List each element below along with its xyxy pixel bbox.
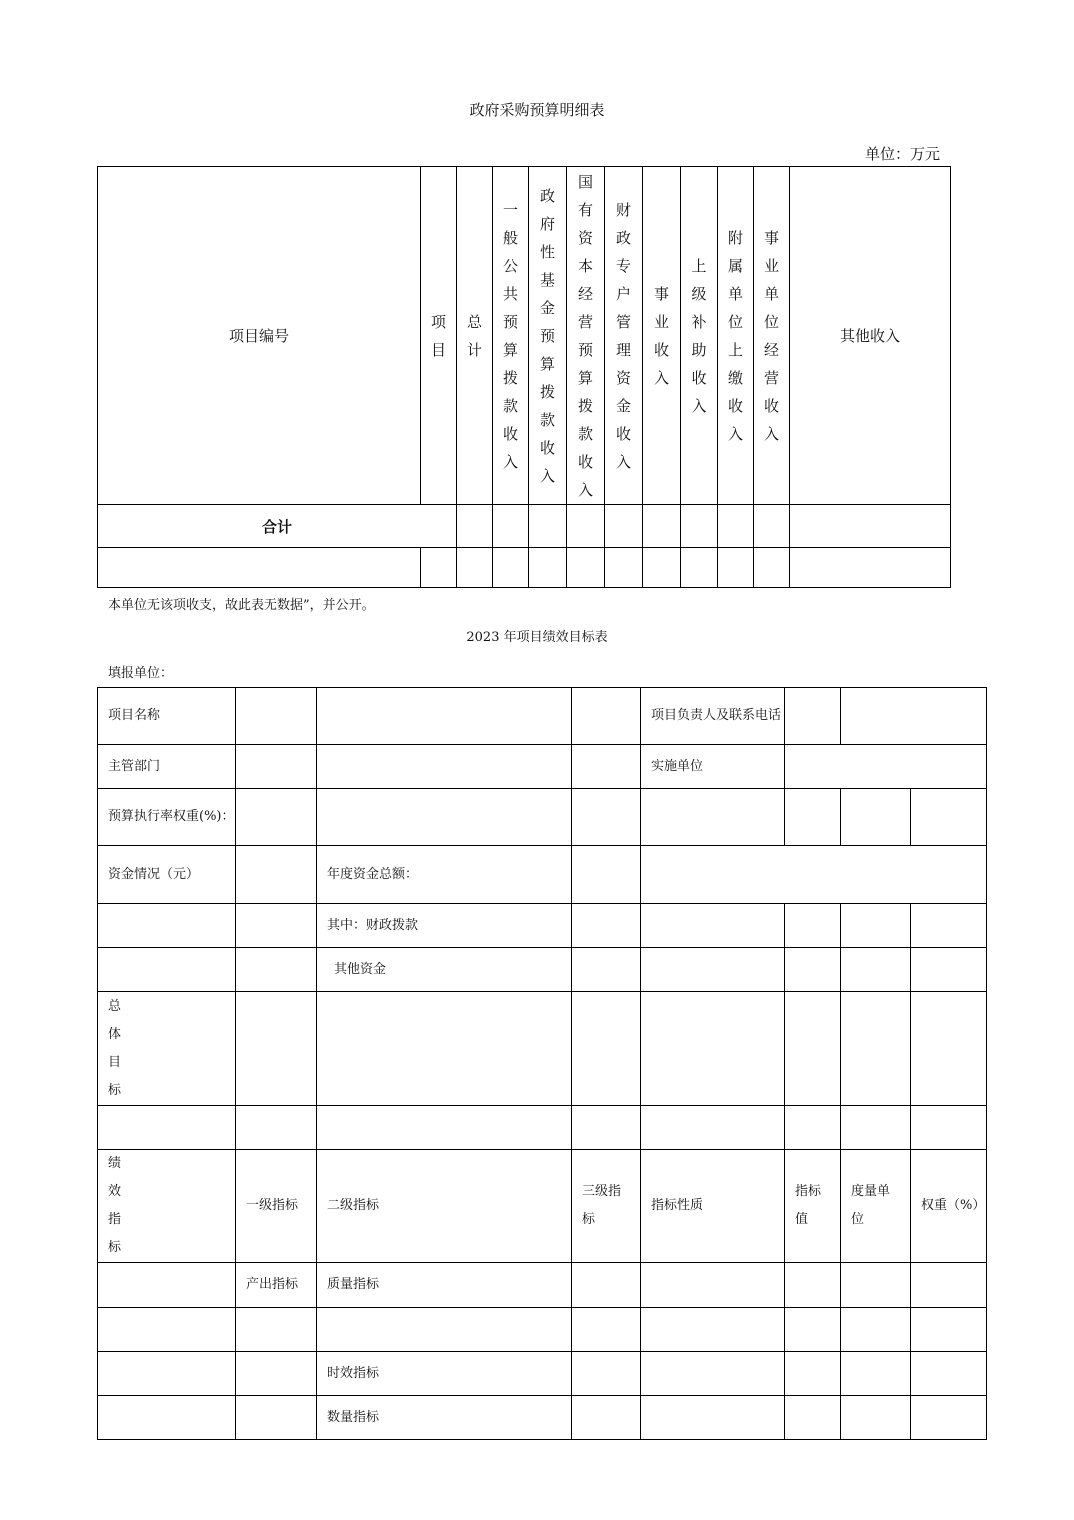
- level2-header: 二级指标: [317, 1150, 572, 1263]
- procurement-header-row: [98, 167, 951, 505]
- annual-total-label: 年度资金总额：: [317, 846, 572, 904]
- header-project-code: 项目编号: [98, 167, 421, 505]
- row-quality: [98, 1263, 987, 1308]
- row-blank: [98, 1308, 987, 1352]
- row-dept: [98, 745, 987, 789]
- exec-rate-label: 预算执行率权重(%)：: [98, 789, 236, 846]
- row-indicator-header: [98, 1150, 987, 1263]
- row-other-fund: [98, 948, 987, 992]
- nature-header: 指标性质: [641, 1150, 785, 1263]
- leader-label: 项目负责人及联系电话: [641, 688, 785, 745]
- output-label: 产出指标: [236, 1263, 317, 1308]
- procurement-budget-table: [97, 166, 951, 588]
- row-fiscal: [98, 904, 987, 948]
- header-superior-subsidy: 上级补助收入: [681, 167, 718, 505]
- header-affiliated-payment: 附属单位上缴收入: [718, 167, 754, 505]
- project-name-label: 项目名称: [98, 688, 236, 745]
- impl-unit-label: 实施单位: [641, 745, 785, 789]
- procurement-unit-label: 单位：万元: [864, 145, 940, 163]
- fiscal-label: 其中：财政拨款: [317, 904, 572, 948]
- indicators-cell: [98, 1150, 236, 1263]
- weight-header: 权重（%）: [911, 1150, 987, 1263]
- row-overall-goal: [98, 992, 987, 1106]
- total-label: 合计: [98, 505, 457, 548]
- header-gov-fund: 政府性基金预算拨款收入: [529, 167, 567, 505]
- header-state-capital: 国有资本经营预算拨款收入: [567, 167, 605, 505]
- level3-header: 三级指标: [572, 1150, 641, 1263]
- header-business-income: 事业收入: [643, 167, 681, 505]
- header-general-budget: 一般公共预算拨款收入: [493, 167, 529, 505]
- fund-status-label: 资金情况（元）: [98, 846, 236, 904]
- row-empty: [98, 1106, 987, 1150]
- row-exec-rate: [98, 789, 987, 846]
- row-fund-status: [98, 846, 987, 904]
- timeliness-label: 时效指标: [317, 1352, 572, 1396]
- no-data-note: 本单位无该项收支，故此表无数据”，并公开。: [108, 598, 375, 613]
- row-quantity: [98, 1396, 987, 1440]
- header-project: 项目: [421, 167, 457, 505]
- fill-unit-label: 填报单位：: [108, 666, 174, 681]
- indicators-label: 绩效指标: [108, 1156, 122, 1255]
- header-special-account: 财政专户管理资金收入: [605, 167, 643, 505]
- dept-label: 主管部门: [98, 745, 236, 789]
- procurement-table-title: 政府采购预算明细表: [469, 101, 605, 119]
- procurement-empty-row: [98, 548, 951, 588]
- row-timeliness: [98, 1352, 987, 1396]
- header-total: 总计: [457, 167, 493, 505]
- overall-goal-cell: [98, 992, 236, 1106]
- performance-goal-table: [97, 687, 987, 1440]
- quantity-label: 数量指标: [317, 1396, 572, 1440]
- measure-header: 度量单位: [841, 1150, 911, 1263]
- level1-header: 一级指标: [236, 1150, 317, 1263]
- overall-goal-label: 总体目标: [108, 998, 122, 1098]
- quality-label: 质量指标: [317, 1263, 572, 1308]
- row-project-name: [98, 688, 987, 745]
- value-header: 指标值: [785, 1150, 841, 1263]
- header-other-income: 其他收入: [790, 167, 951, 505]
- other-fund-label: 其他资金: [317, 948, 572, 992]
- header-operating-income: 事业单位经营收入: [754, 167, 790, 505]
- procurement-total-row: [98, 505, 951, 548]
- performance-table-title: 2023 年项目绩效目标表: [466, 630, 608, 645]
